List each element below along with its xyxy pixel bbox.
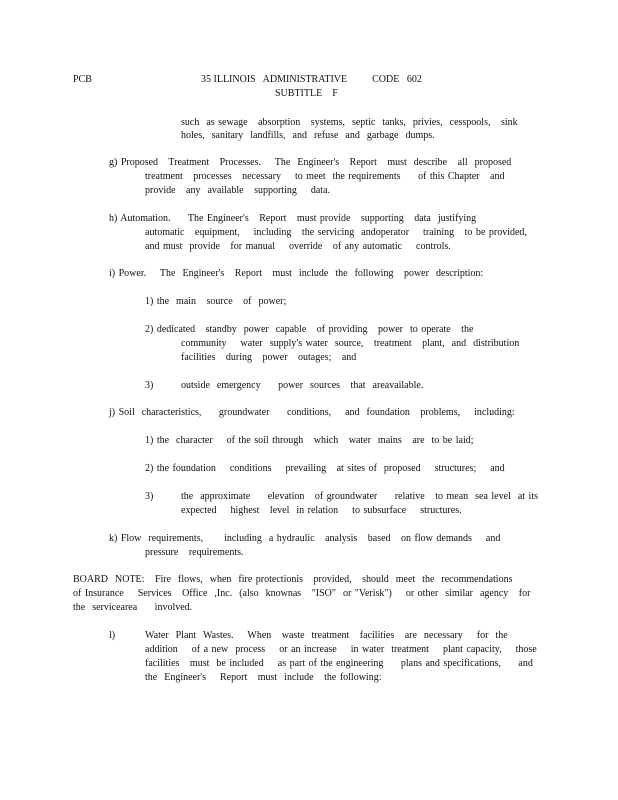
text-line: 2) dedicated standby power capable of providing power to operate the: [145, 324, 474, 335]
text-line: pressure requirements.: [145, 547, 244, 558]
text-line: 2) the foundation conditions prevailing at sites of proposed structures; and: [145, 463, 505, 474]
text-line: k) Flow requirements, including a hydraulic analysis based on flow demands and: [109, 533, 501, 544]
text-line: expected highest level in relation to subsurface structures.: [181, 505, 462, 516]
text-line: such as sewage absorption systems, septic tanks, privies, cesspools, sink: [181, 117, 518, 128]
text-line: provide any available supporting data.: [145, 185, 331, 196]
text-line: the Engineer's Report must include the following:: [145, 672, 382, 683]
text-line: treatment processes necessary to meet the requirements of this Chapter and: [145, 171, 505, 182]
text-line: the servicearea involved.: [73, 602, 193, 613]
text-line: facilities must be included as part of the engineering plans and specifications, and: [145, 658, 533, 669]
text-line: BOARD NOTE: Fire flows, when fire protectionis provided, should meet the recommendations: [73, 574, 513, 585]
text-line: of Insurance Services Office ,Inc. (also knownas "ISO" or "Verisk") or other similar agency for: [73, 588, 531, 599]
text-line: outside emergency power sources that areavailable.: [181, 380, 424, 391]
text-line: 1) the main source of power;: [145, 296, 287, 307]
text-line: community water supply's water source, treatment plant, and distribution: [181, 338, 520, 349]
text-line: g) Proposed Treatment Processes. The Engineer's Report must describe all proposed: [109, 157, 512, 168]
header-code-title: 35 ILLINOIS ADMINISTRATIVE CODE 602: [201, 74, 422, 85]
text-line: l): [109, 630, 116, 641]
text-line: Water Plant Wastes. When waste treatment facilities are necessary for the: [145, 630, 508, 641]
text-line: facilities during power outages; and: [181, 352, 357, 363]
text-line: the approximate elevation of groundwater relative to mean sea level at its: [181, 491, 538, 502]
text-line: and must provide for manual override of any automatic controls.: [145, 241, 451, 252]
text-line: 3): [145, 491, 154, 502]
text-line: 1) the character of the soil through which water mains are to be laid;: [145, 435, 474, 446]
text-line: automatic equipment, including the servicing andoperator training to be provided,: [145, 227, 527, 238]
text-line: holes, sanitary landfills, and refuse and garbage dumps.: [181, 130, 435, 141]
text-line: addition of a new process or an increase in water treatment plant capacity, those: [145, 644, 537, 655]
header-agency: PCB: [73, 74, 92, 85]
header-subtitle: SUBTITLE F: [275, 88, 338, 99]
text-line: j) Soil characteristics, groundwater conditions, and foundation problems, including:: [109, 407, 515, 418]
text-line: 3): [145, 380, 154, 391]
text-line: h) Automation. The Engineer's Report must provide supporting data justifying: [109, 213, 477, 224]
text-line: i) Power. The Engineer's Report must include the following power description:: [109, 268, 484, 279]
